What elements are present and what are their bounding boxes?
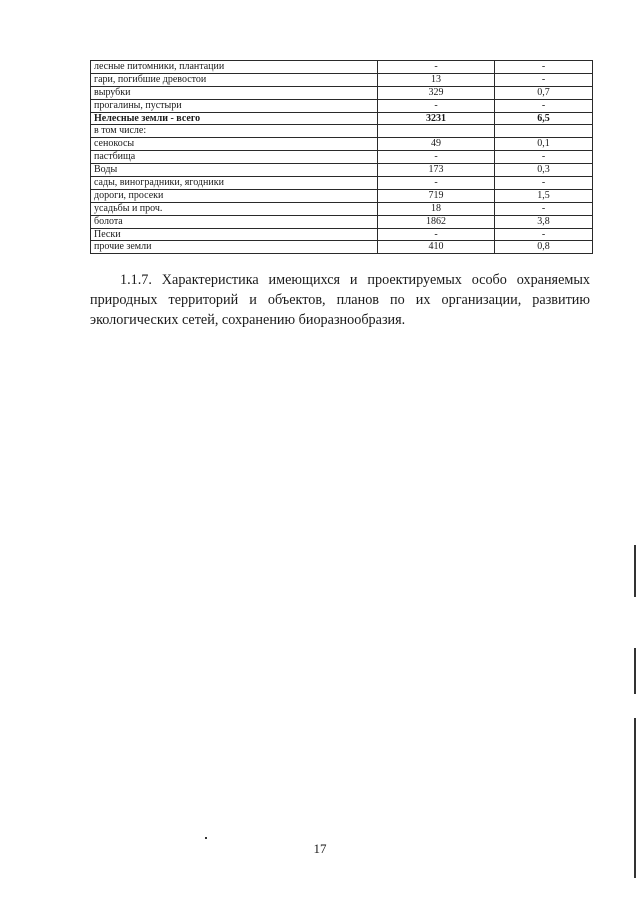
row-name: сенокосы	[91, 138, 378, 151]
row-area: -	[378, 61, 495, 74]
row-name: Нелесные земли - всего	[91, 112, 378, 125]
table-row	[91, 177, 593, 190]
row-name: болота	[91, 215, 378, 228]
row-name: Воды	[91, 164, 378, 177]
row-percent: 0,3	[495, 164, 593, 177]
row-percent: -	[495, 202, 593, 215]
table-row	[91, 164, 593, 177]
row-name: прочие земли	[91, 241, 378, 254]
row-area: -	[378, 151, 495, 164]
scan-edge-mark	[634, 718, 636, 878]
scan-edge-mark	[634, 545, 636, 597]
row-area: 49	[378, 138, 495, 151]
row-name: в том числе:	[91, 125, 378, 138]
table-row-total	[91, 112, 593, 125]
table-row	[91, 61, 593, 74]
scan-edge-mark	[634, 648, 636, 694]
row-area: 18	[378, 202, 495, 215]
row-area: 13	[378, 73, 495, 86]
row-area: 173	[378, 164, 495, 177]
row-name: лесные питомники, плантации	[91, 61, 378, 74]
row-percent: -	[495, 228, 593, 241]
row-name: прогалины, пустыри	[91, 99, 378, 112]
row-percent	[495, 125, 593, 138]
table-row	[91, 151, 593, 164]
row-area: -	[378, 177, 495, 190]
row-area: 410	[378, 241, 495, 254]
row-name: гари, погибшие древостои	[91, 73, 378, 86]
land-use-table	[90, 60, 593, 254]
row-name: пастбища	[91, 151, 378, 164]
row-percent: 0,7	[495, 86, 593, 99]
table-row	[91, 228, 593, 241]
row-area: 1862	[378, 215, 495, 228]
row-area: 719	[378, 189, 495, 202]
row-area: -	[378, 228, 495, 241]
row-area	[378, 125, 495, 138]
scan-dot	[205, 837, 207, 839]
page-number: 17	[313, 841, 327, 856]
row-name: сады, виноградники, ягодники	[91, 177, 378, 190]
row-percent: 6,5	[495, 112, 593, 125]
row-name: усадьбы и проч.	[91, 202, 378, 215]
row-percent: 0,8	[495, 241, 593, 254]
table-row-subheading	[91, 125, 593, 138]
row-name: дороги, просеки	[91, 189, 378, 202]
table-row	[91, 86, 593, 99]
row-area: 3231	[378, 112, 495, 125]
section-paragraph	[90, 270, 590, 330]
row-name: вырубки	[91, 86, 378, 99]
row-percent: 1,5	[495, 189, 593, 202]
row-percent: -	[495, 61, 593, 74]
table-row	[91, 73, 593, 86]
table-row	[91, 189, 593, 202]
section-heading-text: 1.1.7. Характеристика имеющихся и проектируемых особо охраняемых природных территорий и объектов, планов по их организации, развитию экологических сетей, сохранению биоразнообразия.	[90, 272, 590, 328]
row-percent: -	[495, 73, 593, 86]
row-area: -	[378, 99, 495, 112]
table-row	[91, 241, 593, 254]
table-row	[91, 138, 593, 151]
row-percent: -	[495, 151, 593, 164]
row-percent: 0,1	[495, 138, 593, 151]
table-row	[91, 215, 593, 228]
row-percent: -	[495, 177, 593, 190]
row-name: Пески	[91, 228, 378, 241]
table-row	[91, 202, 593, 215]
row-percent: -	[495, 99, 593, 112]
row-area: 329	[378, 86, 495, 99]
table-row	[91, 99, 593, 112]
row-percent: 3,8	[495, 215, 593, 228]
